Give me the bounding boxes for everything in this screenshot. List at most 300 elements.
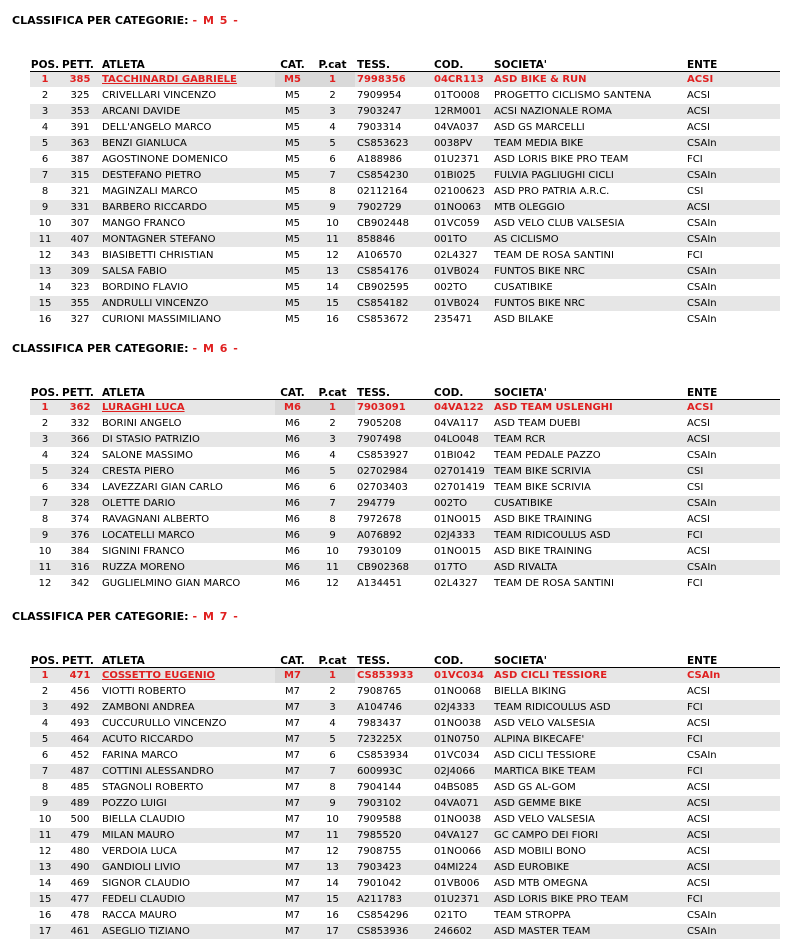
table-cell: 600993C xyxy=(355,764,432,780)
table-cell: M7 xyxy=(275,812,310,828)
table-cell: CUCCURULLO VINCENZO xyxy=(100,716,275,732)
table-cell: CSAIn xyxy=(685,280,780,296)
table-cell: FEDELI CLAUDIO xyxy=(100,892,275,908)
column-header: PETT. xyxy=(62,655,94,667)
table-cell: 332 xyxy=(60,416,100,432)
column-header: TESS. xyxy=(357,59,390,71)
table-cell: 12 xyxy=(310,248,355,264)
column-header: TESS. xyxy=(357,387,390,399)
table-cell: 7908765 xyxy=(355,684,432,700)
table-cell: M7 xyxy=(275,780,310,796)
table-cell: 7972678 xyxy=(355,512,432,528)
column-header: ENTE xyxy=(687,59,718,71)
table-cell: 1 xyxy=(310,668,355,684)
table-cell: 2 xyxy=(30,416,60,432)
table-cell: 01NO068 xyxy=(432,684,492,700)
header-divider xyxy=(30,71,780,72)
table-cell: 7903314 xyxy=(355,120,432,136)
table-row xyxy=(30,812,780,828)
column-header: PETT. xyxy=(62,387,94,399)
table-cell: 489 xyxy=(60,796,100,812)
table-cell: M6 xyxy=(275,464,310,480)
table-cell: 01NO038 xyxy=(432,812,492,828)
section-category-label: - M 7 - xyxy=(192,610,239,623)
table-cell: 02100623 xyxy=(432,184,492,200)
table-cell: 456 xyxy=(60,684,100,700)
table-cell: M5 xyxy=(275,312,310,328)
section-title-prefix: CLASSIFICA PER CATEGORIE: xyxy=(12,610,189,623)
table-cell: 362 xyxy=(60,400,100,416)
table-cell: M5 xyxy=(275,88,310,104)
table-cell: 04CR113 xyxy=(432,72,492,88)
table-row xyxy=(30,216,780,232)
table-cell: BORINI ANGELO xyxy=(100,416,275,432)
table-cell: 8 xyxy=(310,512,355,528)
table-cell: 02J4066 xyxy=(432,764,492,780)
table-cell: ACSI NAZIONALE ROMA xyxy=(492,104,685,120)
column-header: POS. xyxy=(30,59,60,71)
table-cell: CSAIn xyxy=(685,668,780,684)
table-cell: 13 xyxy=(310,264,355,280)
column-header: P.cat xyxy=(318,387,347,399)
table-cell: ASD MASTER TEAM xyxy=(492,924,685,940)
table-cell: CS853933 xyxy=(355,668,432,684)
table-cell: 7903102 xyxy=(355,796,432,812)
table-cell: FCI xyxy=(685,528,780,544)
table-cell: ACSI xyxy=(685,512,780,528)
table-cell: M6 xyxy=(275,496,310,512)
table-cell: A188986 xyxy=(355,152,432,168)
table-row xyxy=(30,892,780,908)
section-title-prefix: CLASSIFICA PER CATEGORIE: xyxy=(12,342,189,355)
table-cell: ASD GS AL-GOM xyxy=(492,780,685,796)
column-header: ATLETA xyxy=(102,387,145,399)
table-cell: 001TO xyxy=(432,232,492,248)
table-cell: CS854230 xyxy=(355,168,432,184)
table-cell: ASD BIKE & RUN xyxy=(492,72,685,88)
table-cell: 04VA071 xyxy=(432,796,492,812)
table-cell: 7983437 xyxy=(355,716,432,732)
table-cell: CB902595 xyxy=(355,280,432,296)
table-cell: M7 xyxy=(275,860,310,876)
table-cell: M6 xyxy=(275,560,310,576)
table-row xyxy=(30,296,780,312)
table-cell: 9 xyxy=(310,200,355,216)
table-cell: M6 xyxy=(275,400,310,416)
table-cell: 328 xyxy=(60,496,100,512)
table-cell: 02L4327 xyxy=(432,248,492,264)
table-row xyxy=(30,480,780,496)
table-cell: 7 xyxy=(310,168,355,184)
table-cell: 12 xyxy=(30,248,60,264)
table-cell: ACSI xyxy=(685,120,780,136)
table-cell: ALPINA BIKECAFE' xyxy=(492,732,685,748)
table-cell: MTB OLEGGIO xyxy=(492,200,685,216)
table-cell: 16 xyxy=(30,312,60,328)
table-cell: 01U2371 xyxy=(432,892,492,908)
table-cell: CRESTA PIERO xyxy=(100,464,275,480)
column-header: COD. xyxy=(434,387,464,399)
table-cell: 7905208 xyxy=(355,416,432,432)
table-cell: M7 xyxy=(275,716,310,732)
table-cell: 7903247 xyxy=(355,104,432,120)
table-cell: M5 xyxy=(275,232,310,248)
table-header-row xyxy=(30,58,780,72)
table-cell: 17 xyxy=(310,924,355,940)
table-cell: CSAIn xyxy=(685,496,780,512)
table-cell: 04LO048 xyxy=(432,432,492,448)
column-header: CAT. xyxy=(280,387,305,399)
table-cell: ACSI xyxy=(685,88,780,104)
table-cell: CB902448 xyxy=(355,216,432,232)
table-row xyxy=(30,248,780,264)
table-cell: A106570 xyxy=(355,248,432,264)
table-cell: 11 xyxy=(310,560,355,576)
table-cell: 7909954 xyxy=(355,88,432,104)
column-header: SOCIETA' xyxy=(494,387,547,399)
table-cell: FCI xyxy=(685,152,780,168)
table-cell: CSAIn xyxy=(685,908,780,924)
table-cell: 4 xyxy=(310,120,355,136)
table-cell: CSAIn xyxy=(685,136,780,152)
table-cell: ASD BIKE TRAINING xyxy=(492,544,685,560)
table-cell: 6 xyxy=(310,480,355,496)
table-cell: TEAM BIKE SCRIVIA xyxy=(492,480,685,496)
table-cell: ACSI xyxy=(685,544,780,560)
table-cell: COTTINI ALESSANDRO xyxy=(100,764,275,780)
table-cell: CS854182 xyxy=(355,296,432,312)
table-cell: 366 xyxy=(60,432,100,448)
section-title xyxy=(12,610,239,623)
table-cell: 478 xyxy=(60,908,100,924)
table-row xyxy=(30,448,780,464)
table-cell: 01NO015 xyxy=(432,512,492,528)
table-cell: ACSI xyxy=(685,780,780,796)
table-cell: FUNTOS BIKE NRC xyxy=(492,264,685,280)
table-cell: FCI xyxy=(685,732,780,748)
table-row xyxy=(30,780,780,796)
table-cell: 464 xyxy=(60,732,100,748)
table-cell: M7 xyxy=(275,876,310,892)
table-row xyxy=(30,576,780,592)
table-cell: M5 xyxy=(275,72,310,88)
table-cell: 7908755 xyxy=(355,844,432,860)
table-cell: CS853623 xyxy=(355,136,432,152)
table-row xyxy=(30,732,780,748)
table-cell: 12 xyxy=(30,844,60,860)
table-cell: 13 xyxy=(30,860,60,876)
table-cell: ACSI xyxy=(685,400,780,416)
results-table xyxy=(30,386,780,592)
table-cell: VERDOIA LUCA xyxy=(100,844,275,860)
table-cell: 02112164 xyxy=(355,184,432,200)
table-cell: 04MI224 xyxy=(432,860,492,876)
table-cell: GANDIOLI LIVIO xyxy=(100,860,275,876)
table-cell: ACUTO RICCARDO xyxy=(100,732,275,748)
table-row xyxy=(30,88,780,104)
table-cell: ACSI xyxy=(685,812,780,828)
table-cell: ASD TEAM DUEBI xyxy=(492,416,685,432)
table-cell: AGOSTINONE DOMENICO xyxy=(100,152,275,168)
table-cell: 12 xyxy=(310,576,355,592)
table-cell: 14 xyxy=(30,876,60,892)
column-header: P.cat xyxy=(318,655,347,667)
table-cell: 477 xyxy=(60,892,100,908)
table-cell: ASD TEAM USLENGHI xyxy=(492,400,685,416)
table-cell: M6 xyxy=(275,480,310,496)
table-cell: COSSETTO EUGENIO xyxy=(100,668,275,684)
table-cell: 325 xyxy=(60,88,100,104)
table-cell: ASEGLIO TIZIANO xyxy=(100,924,275,940)
section-title-prefix: CLASSIFICA PER CATEGORIE: xyxy=(12,14,189,27)
table-cell: 391 xyxy=(60,120,100,136)
table-cell: 1 xyxy=(310,72,355,88)
column-header: POS. xyxy=(30,655,60,667)
table-cell: M7 xyxy=(275,700,310,716)
table-row xyxy=(30,72,780,88)
table-cell: ASD LORIS BIKE PRO TEAM xyxy=(492,892,685,908)
table-cell: 7 xyxy=(310,764,355,780)
table-cell: SALSA FABIO xyxy=(100,264,275,280)
table-cell: VIOTTI ROBERTO xyxy=(100,684,275,700)
table-cell: M7 xyxy=(275,844,310,860)
table-cell: 6 xyxy=(30,152,60,168)
table-cell: M7 xyxy=(275,892,310,908)
table-cell: 01NO066 xyxy=(432,844,492,860)
table-cell: ACSI xyxy=(685,796,780,812)
table-cell: 480 xyxy=(60,844,100,860)
table-cell: 01U2371 xyxy=(432,152,492,168)
table-cell: 02J4333 xyxy=(432,528,492,544)
table-row xyxy=(30,860,780,876)
table-cell: 8 xyxy=(30,780,60,796)
table-cell: TEAM DE ROSA SANTINI xyxy=(492,248,685,264)
table-cell: CS854296 xyxy=(355,908,432,924)
table-cell: FCI xyxy=(685,764,780,780)
table-cell: 17 xyxy=(30,924,60,940)
table-cell: CB902368 xyxy=(355,560,432,576)
table-cell: ASD VELO VALSESIA xyxy=(492,716,685,732)
header-divider xyxy=(30,667,780,668)
header-divider xyxy=(30,399,780,400)
table-cell: CRIVELLARI VINCENZO xyxy=(100,88,275,104)
table-row xyxy=(30,184,780,200)
table-cell: LOCATELLI MARCO xyxy=(100,528,275,544)
table-cell: RACCA MAURO xyxy=(100,908,275,924)
table-cell: 01BI025 xyxy=(432,168,492,184)
table-row xyxy=(30,828,780,844)
table-cell: 7902729 xyxy=(355,200,432,216)
table-cell: 1 xyxy=(30,400,60,416)
table-cell: 2 xyxy=(310,684,355,700)
table-cell: TEAM RIDICOULUS ASD xyxy=(492,700,685,716)
table-cell: 12RM001 xyxy=(432,104,492,120)
table-cell: 9 xyxy=(30,200,60,216)
table-cell: ASD CICLI TESSIORE xyxy=(492,668,685,684)
table-cell: M6 xyxy=(275,512,310,528)
column-header: TESS. xyxy=(357,655,390,667)
table-cell: MONTAGNER STEFANO xyxy=(100,232,275,248)
table-cell: TEAM PEDALE PAZZO xyxy=(492,448,685,464)
table-row xyxy=(30,168,780,184)
table-cell: 1 xyxy=(30,72,60,88)
table-cell: ASD VELO CLUB VALSESIA xyxy=(492,216,685,232)
section-category-label: - M 6 - xyxy=(192,342,239,355)
table-cell: FUNTOS BIKE NRC xyxy=(492,296,685,312)
table-cell: 13 xyxy=(310,860,355,876)
table-cell: 01VB006 xyxy=(432,876,492,892)
table-cell: ASD GEMME BIKE xyxy=(492,796,685,812)
table-cell: ASD VELO VALSESIA xyxy=(492,812,685,828)
table-cell: 500 xyxy=(60,812,100,828)
table-cell: 246602 xyxy=(432,924,492,940)
table-row xyxy=(30,908,780,924)
table-cell: 15 xyxy=(310,892,355,908)
table-cell: 2 xyxy=(30,88,60,104)
table-row xyxy=(30,560,780,576)
table-cell: ASD PRO PATRIA A.R.C. xyxy=(492,184,685,200)
table-cell: 384 xyxy=(60,544,100,560)
table-cell: 363 xyxy=(60,136,100,152)
table-header-row xyxy=(30,654,780,668)
table-row xyxy=(30,668,780,684)
table-cell: 04VA122 xyxy=(432,400,492,416)
table-row xyxy=(30,280,780,296)
table-cell: M7 xyxy=(275,668,310,684)
table-cell: ACSI xyxy=(685,200,780,216)
table-cell: CSAIn xyxy=(685,216,780,232)
table-cell: 9 xyxy=(310,528,355,544)
table-cell: CSI xyxy=(685,480,780,496)
table-cell: 11 xyxy=(30,232,60,248)
table-cell: M7 xyxy=(275,908,310,924)
table-cell: 01VC059 xyxy=(432,216,492,232)
table-cell: MANGO FRANCO xyxy=(100,216,275,232)
table-cell: 324 xyxy=(60,448,100,464)
table-cell: M6 xyxy=(275,528,310,544)
table-cell: 10 xyxy=(310,812,355,828)
table-cell: 723225X xyxy=(355,732,432,748)
table-row xyxy=(30,432,780,448)
table-cell: A104746 xyxy=(355,700,432,716)
table-cell: CS853927 xyxy=(355,448,432,464)
table-cell: 7907498 xyxy=(355,432,432,448)
table-cell: ACSI xyxy=(685,432,780,448)
table-cell: 493 xyxy=(60,716,100,732)
table-cell: 4 xyxy=(310,716,355,732)
table-cell: FCI xyxy=(685,248,780,264)
table-cell: 04VA037 xyxy=(432,120,492,136)
table-cell: M7 xyxy=(275,732,310,748)
table-cell: 5 xyxy=(30,136,60,152)
table-cell: TEAM STROPPA xyxy=(492,908,685,924)
table-cell: M7 xyxy=(275,796,310,812)
column-header: SOCIETA' xyxy=(494,655,547,667)
table-cell: 02702984 xyxy=(355,464,432,480)
table-cell: 9 xyxy=(30,796,60,812)
table-cell: 002TO xyxy=(432,496,492,512)
table-row xyxy=(30,312,780,328)
table-cell: ASD BIKE TRAINING xyxy=(492,512,685,528)
table-row xyxy=(30,200,780,216)
table-cell: 7903423 xyxy=(355,860,432,876)
table-row xyxy=(30,120,780,136)
table-row xyxy=(30,764,780,780)
table-cell: ZAMBONI ANDREA xyxy=(100,700,275,716)
table-cell: OLETTE DARIO xyxy=(100,496,275,512)
table-cell: 331 xyxy=(60,200,100,216)
table-row xyxy=(30,264,780,280)
table-cell: 6 xyxy=(310,152,355,168)
table-cell: ASD BILAKE xyxy=(492,312,685,328)
table-cell: CSAIn xyxy=(685,924,780,940)
table-cell: 2 xyxy=(30,684,60,700)
table-cell: 01VB024 xyxy=(432,264,492,280)
table-cell: M5 xyxy=(275,104,310,120)
table-cell: 12 xyxy=(310,844,355,860)
table-cell: LAVEZZARI GIAN CARLO xyxy=(100,480,275,496)
table-cell: 8 xyxy=(30,184,60,200)
table-cell: 01NO015 xyxy=(432,544,492,560)
table-cell: ACSI xyxy=(685,716,780,732)
table-cell: M5 xyxy=(275,120,310,136)
table-cell: 342 xyxy=(60,576,100,592)
table-cell: GUGLIELMINO GIAN MARCO xyxy=(100,576,275,592)
table-row xyxy=(30,232,780,248)
table-row xyxy=(30,464,780,480)
table-row xyxy=(30,104,780,120)
table-cell: AS CICLISMO xyxy=(492,232,685,248)
table-cell: 385 xyxy=(60,72,100,88)
table-cell: 10 xyxy=(310,544,355,560)
table-cell: ASD GS MARCELLI xyxy=(492,120,685,136)
table-row xyxy=(30,684,780,700)
table-cell: ACSI xyxy=(685,860,780,876)
table-cell: 7985520 xyxy=(355,828,432,844)
table-cell: 5 xyxy=(310,136,355,152)
table-cell: 3 xyxy=(30,700,60,716)
table-cell: M5 xyxy=(275,280,310,296)
table-cell: ASD LORIS BIKE PRO TEAM xyxy=(492,152,685,168)
table-cell: CS854176 xyxy=(355,264,432,280)
table-cell: TEAM RCR xyxy=(492,432,685,448)
table-cell: ACSI xyxy=(685,828,780,844)
table-cell: ASD EUROBIKE xyxy=(492,860,685,876)
table-cell: 6 xyxy=(30,748,60,764)
table-cell: 14 xyxy=(310,876,355,892)
table-row xyxy=(30,400,780,416)
table-cell: 02703403 xyxy=(355,480,432,496)
table-cell: M5 xyxy=(275,136,310,152)
table-cell: 5 xyxy=(310,464,355,480)
table-cell: 3 xyxy=(310,104,355,120)
table-cell: M6 xyxy=(275,544,310,560)
table-cell: M5 xyxy=(275,216,310,232)
table-cell: A076892 xyxy=(355,528,432,544)
table-cell: 1 xyxy=(30,668,60,684)
table-cell: 374 xyxy=(60,512,100,528)
table-cell: DESTEFANO PIETRO xyxy=(100,168,275,184)
column-header: COD. xyxy=(434,655,464,667)
column-header: ATLETA xyxy=(102,655,145,667)
table-cell: 7904144 xyxy=(355,780,432,796)
table-cell: MARTICA BIKE TEAM xyxy=(492,764,685,780)
table-cell: 021TO xyxy=(432,908,492,924)
table-row xyxy=(30,700,780,716)
column-header: COD. xyxy=(434,59,464,71)
table-cell: 11 xyxy=(30,828,60,844)
table-cell: 6 xyxy=(30,480,60,496)
